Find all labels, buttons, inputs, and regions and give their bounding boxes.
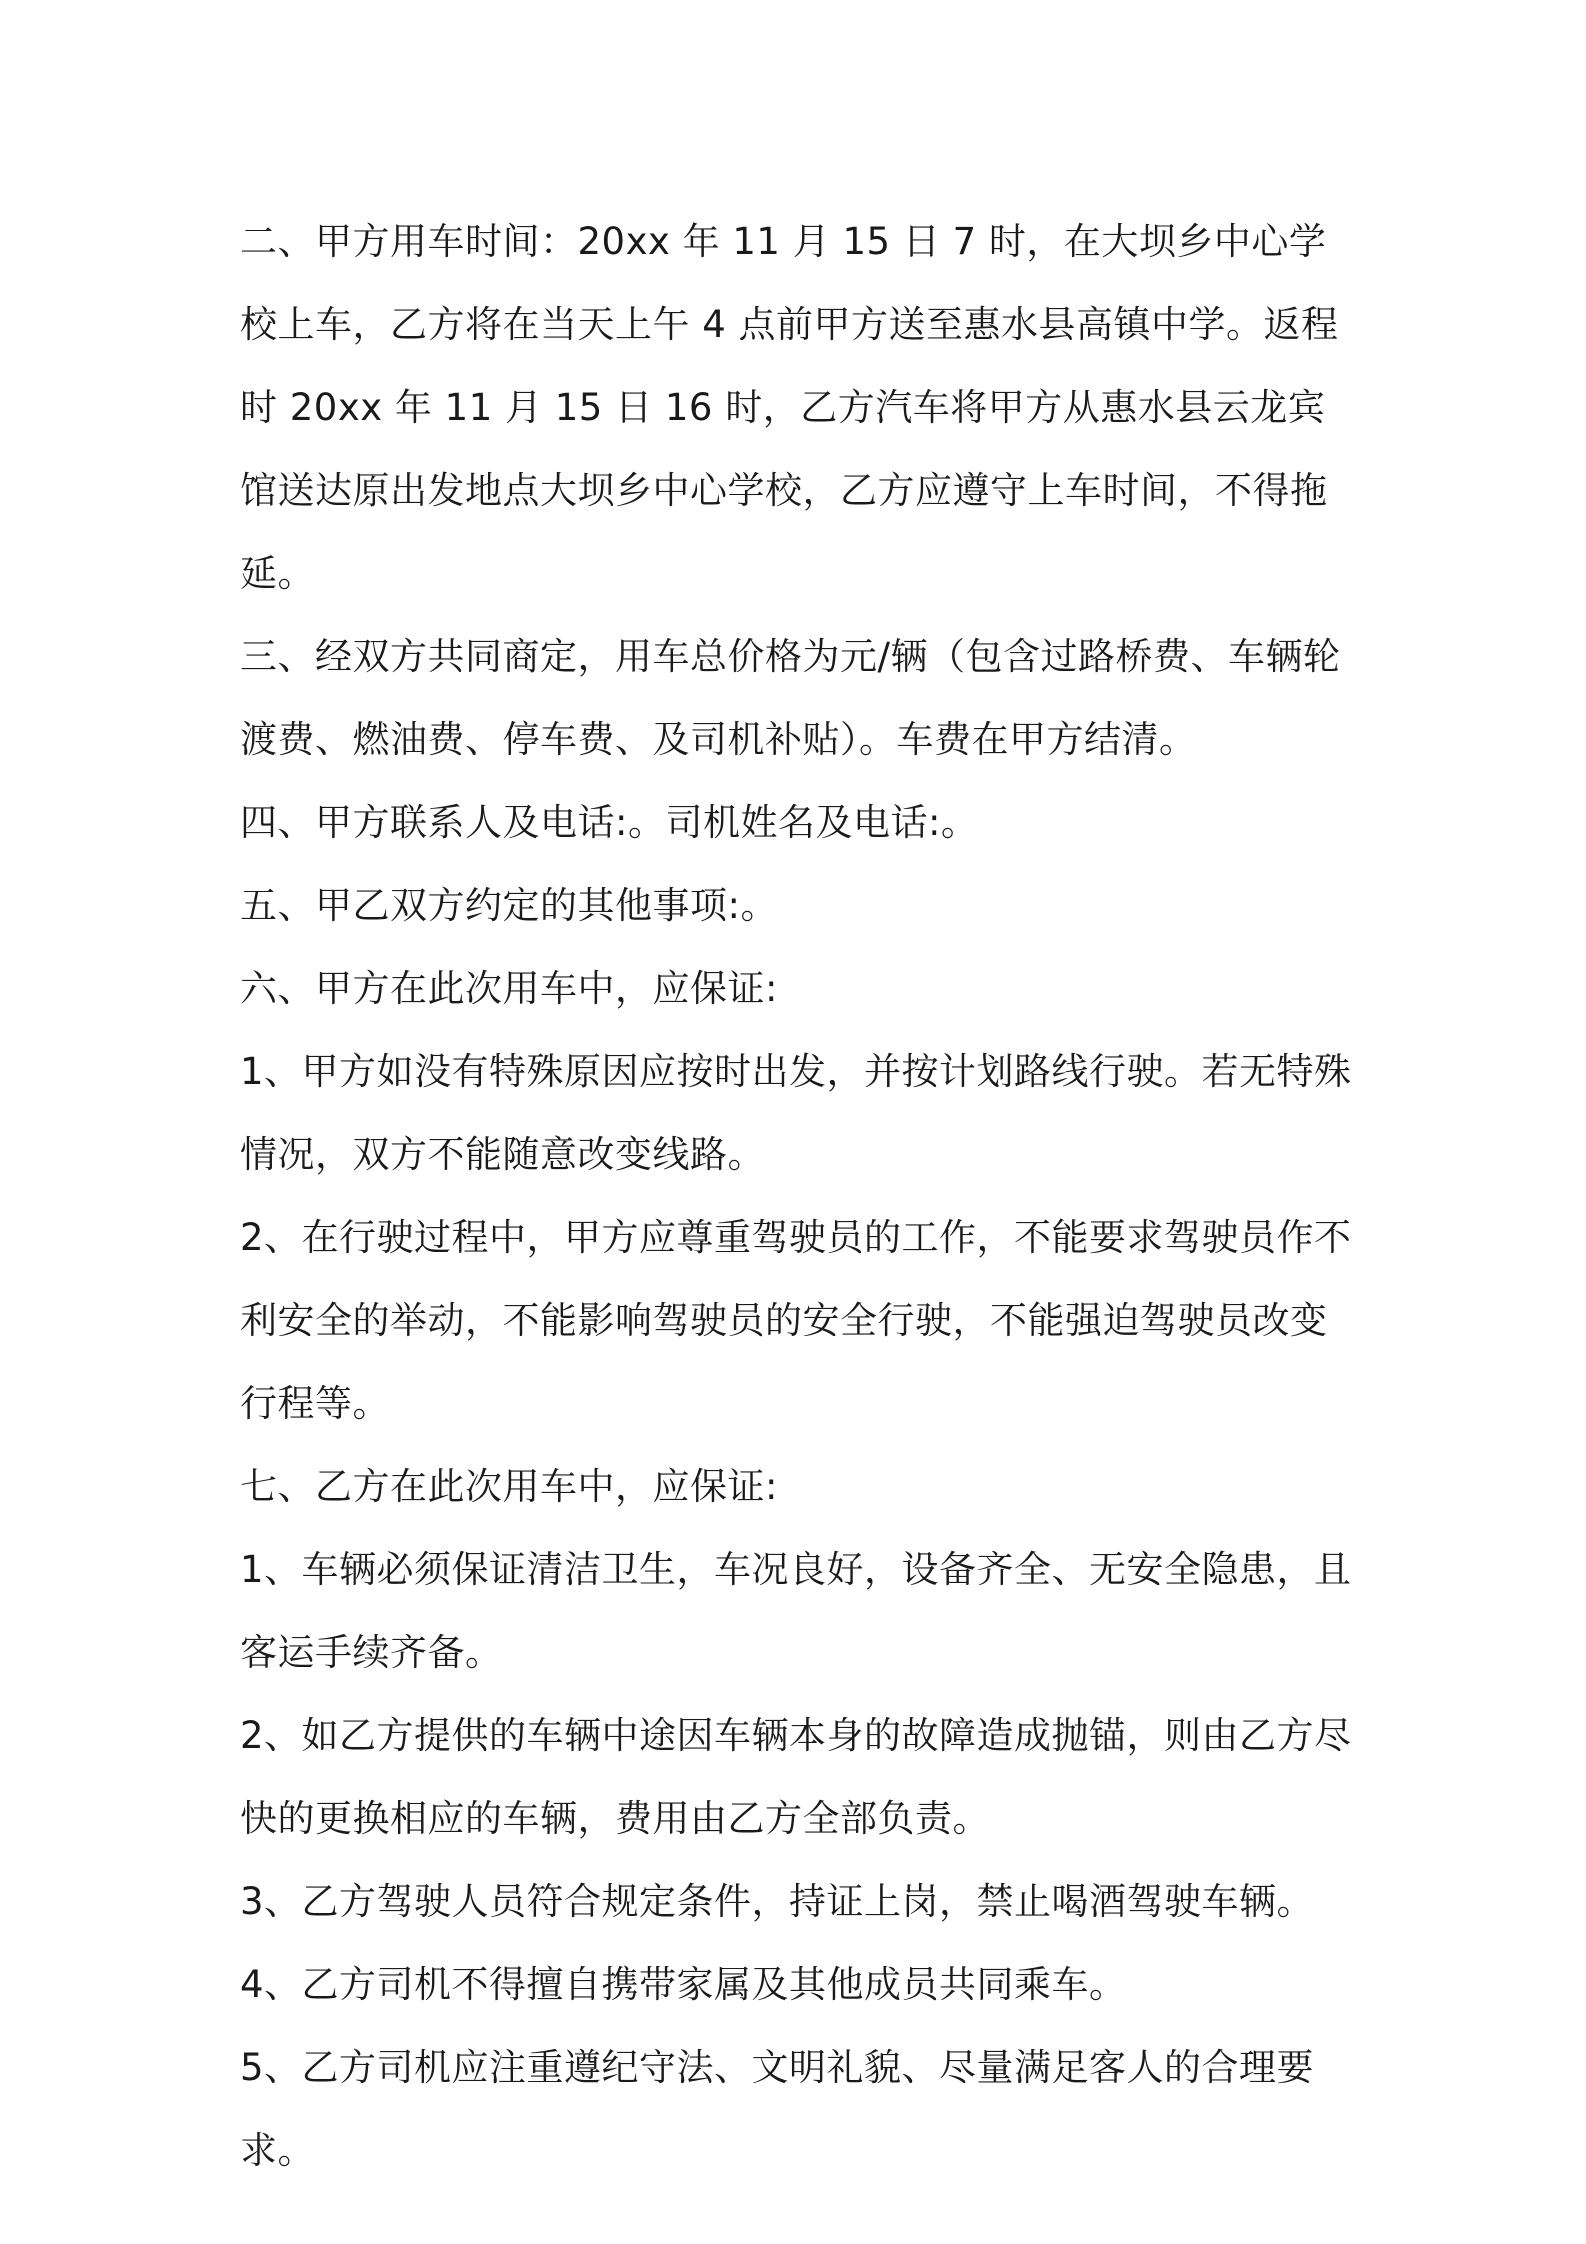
clause-6-heading: 六、甲方在此次用车中，应保证: xyxy=(240,967,778,1010)
clause-7-item-5: 5、乙方司机应注重遵纪守法、文明礼貌、尽量满足客人的合理要求。 xyxy=(240,2046,1315,2172)
clause-7-item-4: 4、乙方司机不得擅自携带家属及其他成员共同乘车。 xyxy=(240,1963,1127,2006)
clause-2-usage-time: 二、甲方用车时间：20xx 年 11 月 15 日 7 时，在大坝乡中心学校上车，乙方将在当天上午 4 点前甲方送至惠水县高镇中学。返程时 20xx 年 11 月 15 日 16 时，乙方汽车将甲方从惠水县云龙宾馆送达原出发地点大坝乡中心学校，乙方应遵守上车时间，不得拖延。 xyxy=(240,220,1339,595)
clause-5-other-matters: 五、甲乙双方约定的其他事项:。 xyxy=(240,884,778,927)
clause-7-item-1: 1、车辆必须保证清洁卫生，车况良好，设备齐全、无安全隐患，且客运手续齐备。 xyxy=(240,1548,1352,1674)
clause-4-contacts: 四、甲方联系人及电话:。司机姓名及电话:。 xyxy=(240,801,979,844)
clause-7-item-2: 2、如乙方提供的车辆中途因车辆本身的故障造成抛锚，则由乙方尽快的更换相应的车辆，费用由乙方全部负责。 xyxy=(240,1714,1352,1840)
clause-6-item-1: 1、甲方如没有特殊原因应按时出发，并按计划路线行驶。若无特殊情况，双方不能随意改变线路。 xyxy=(240,1050,1352,1176)
clause-6-item-2: 2、在行驶过程中，甲方应尊重驾驶员的工作，不能要求驾驶员作不利安全的举动，不能影响驾驶员的安全行驶，不能强迫驾驶员改变行程等。 xyxy=(240,1216,1352,1425)
clause-3-price: 三、经双方共同商定，用车总价格为元/辆（包含过路桥费、车辆轮渡费、燃油费、停车费、及司机补贴）。车费在甲方结清。 xyxy=(240,635,1341,761)
clause-7-heading: 七、乙方在此次用车中，应保证: xyxy=(240,1465,778,1508)
document-body xyxy=(240,200,1360,2192)
clause-7-item-3: 3、乙方驾驶人员符合规定条件，持证上岗，禁止喝酒驾驶车辆。 xyxy=(240,1880,1315,1923)
